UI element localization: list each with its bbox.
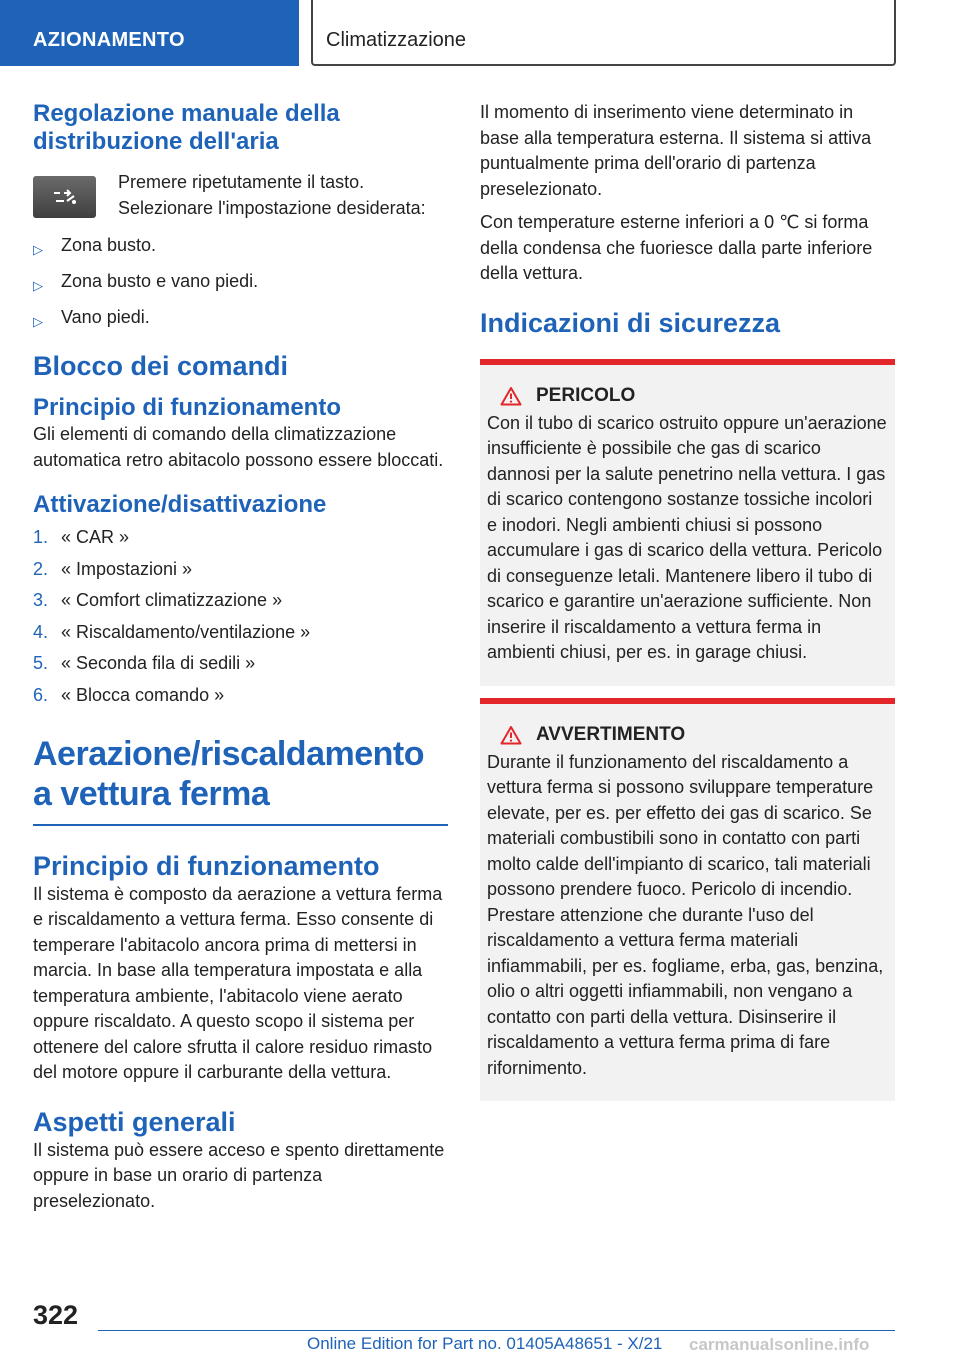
section-tab <box>0 0 299 66</box>
timer-text: Il momento di inserimento viene determinato in base alla temperatura esterna. Il sistema si attiva puntualmente prima dell'orario di partenza preselezionato. <box>480 102 872 199</box>
list-item: 2. « Impostazioni » <box>33 558 193 579</box>
warning-triangle-icon <box>500 386 522 406</box>
heading-rule <box>33 824 448 826</box>
list-item: ▷ Vano piedi. <box>33 305 448 334</box>
list-item: 4. « Riscaldamento/ventilazione » <box>33 621 311 642</box>
list-item: 5. « Seconda fila di sedili » <box>33 653 256 674</box>
button-instruction <box>33 170 448 221</box>
general-text: Il sistema può essere acceso e spento direttamente oppure in base un orario di partenza preselezionato. <box>33 1139 445 1211</box>
watermark: carmanualsonline.info <box>689 1335 870 1354</box>
warning-title: AVVERTIMENTO <box>500 724 887 746</box>
danger-text: Con il tubo di scarico ostruito oppure un'aerazione insufficiente è possibile che gas di scarico dannosi per la salute penetrino nella vettura. I gas di scarico contengono sostanze tossiche incolori e inodori. Negli ambienti chiusi si possono accumulare i gas di scarico della vettura. Pericolo di conseguenze letali. Mantenere libero il tubo di scarico e garantire un'aerazione sufficiente. Non inserire il riscaldamento a vettura ferma in ambienti chiusi, per es. in garage chiusi. <box>487 412 887 662</box>
airflow-distribution-button-icon <box>33 176 96 218</box>
danger-title: PERICOLO <box>500 385 887 407</box>
parked-heading: Aerazione/riscaldamento a vettura ferma <box>33 734 424 813</box>
warning-text: Durante il funzionamento del riscaldamento a vettura ferma si possono sviluppare temperature elevate, per es. per effetto dei gas di scarico. Se materiali combustibili sono in contatto con parti molto calde dell'impianto di scarico, tali materiali possono prendere fuoco. Pericolo di incendio. Prestare attenzione che durante l'uso del riscaldamento a vettura ferma materiali infiammabili, per es. fogliame, erba, gas, benzina, olio o altri oggetti infiammabili, non vengano a contatto con parti della vettura. Disinserire il riscaldamento a vettura ferma prima di fare rifornimento. <box>487 751 884 1078</box>
triangle-bullet-icon: ▷ <box>33 278 43 293</box>
triangle-bullet-icon: ▷ <box>33 242 43 257</box>
page-header <box>0 0 960 66</box>
manual-distribution-heading: Regolazione manuale della distribuzione dell'aria <box>33 100 340 155</box>
list-item: ▷ Zona busto e vano piedi. <box>33 269 448 298</box>
danger-notice <box>480 359 895 686</box>
triangle-bullet-icon: ▷ <box>33 314 43 329</box>
distribution-options <box>33 233 448 334</box>
safety-heading: Indicazioni di sicurezza <box>480 307 781 338</box>
section-title: AZIONAMENTO <box>33 29 185 51</box>
chapter-tab <box>311 0 896 66</box>
warning-triangle-icon <box>500 725 522 745</box>
list-item: 1. « CAR » <box>33 527 130 547</box>
activation-heading: Attivazione/disattivazione <box>33 491 327 518</box>
chapter-title: Climatizzazione <box>326 29 467 51</box>
condensation-text: Con temperature esterne inferiori a 0 ℃ si forma della condensa che fuoriesce dalla parte inferiore della vettura. <box>480 212 873 283</box>
list-item: 6. « Blocca comando » <box>33 684 225 705</box>
edition-text: Online Edition for Part no. 01405A48651 - X/21 <box>307 1334 663 1353</box>
parked-principle-heading: Principio di funzionamento <box>33 850 380 881</box>
activation-steps <box>33 525 448 708</box>
general-heading: Aspetti generali <box>33 1106 236 1137</box>
lock-principle-heading: Principio di funzionamento <box>33 394 341 421</box>
lock-heading: Blocco dei comandi <box>33 351 289 381</box>
footer-rule <box>98 1330 895 1331</box>
button-instruction-text: Premere ripetutamente il tasto. Selezionare l'impostazione desiderata: <box>118 172 426 218</box>
list-item: 3. « Comfort climatizzazione » <box>33 590 283 611</box>
warning-notice <box>480 698 895 1102</box>
parked-principle-text: Il sistema è composto da aerazione a vettura ferma e riscaldamento a vettura ferma. Esso consente di temperare l'abitacolo ancora prima di mettersi in marcia. In base alla temperatura impostata e alla temperatura ambiente, l'abitacolo viene aerato oppure riscaldato. A questo scopo il sistema per ottenere del calore sfrutta il calore residuo rimasto del motore oppure il carburante della vettura. <box>33 883 443 1083</box>
lock-principle-text: Gli elementi di comando della climatizzazione automatica retro abitacolo possono essere bloccati. <box>33 424 444 470</box>
page-number: 322 <box>33 1300 79 1330</box>
left-column <box>33 100 448 1214</box>
right-column <box>480 100 895 1101</box>
list-item: ▷ Zona busto. <box>33 233 448 262</box>
